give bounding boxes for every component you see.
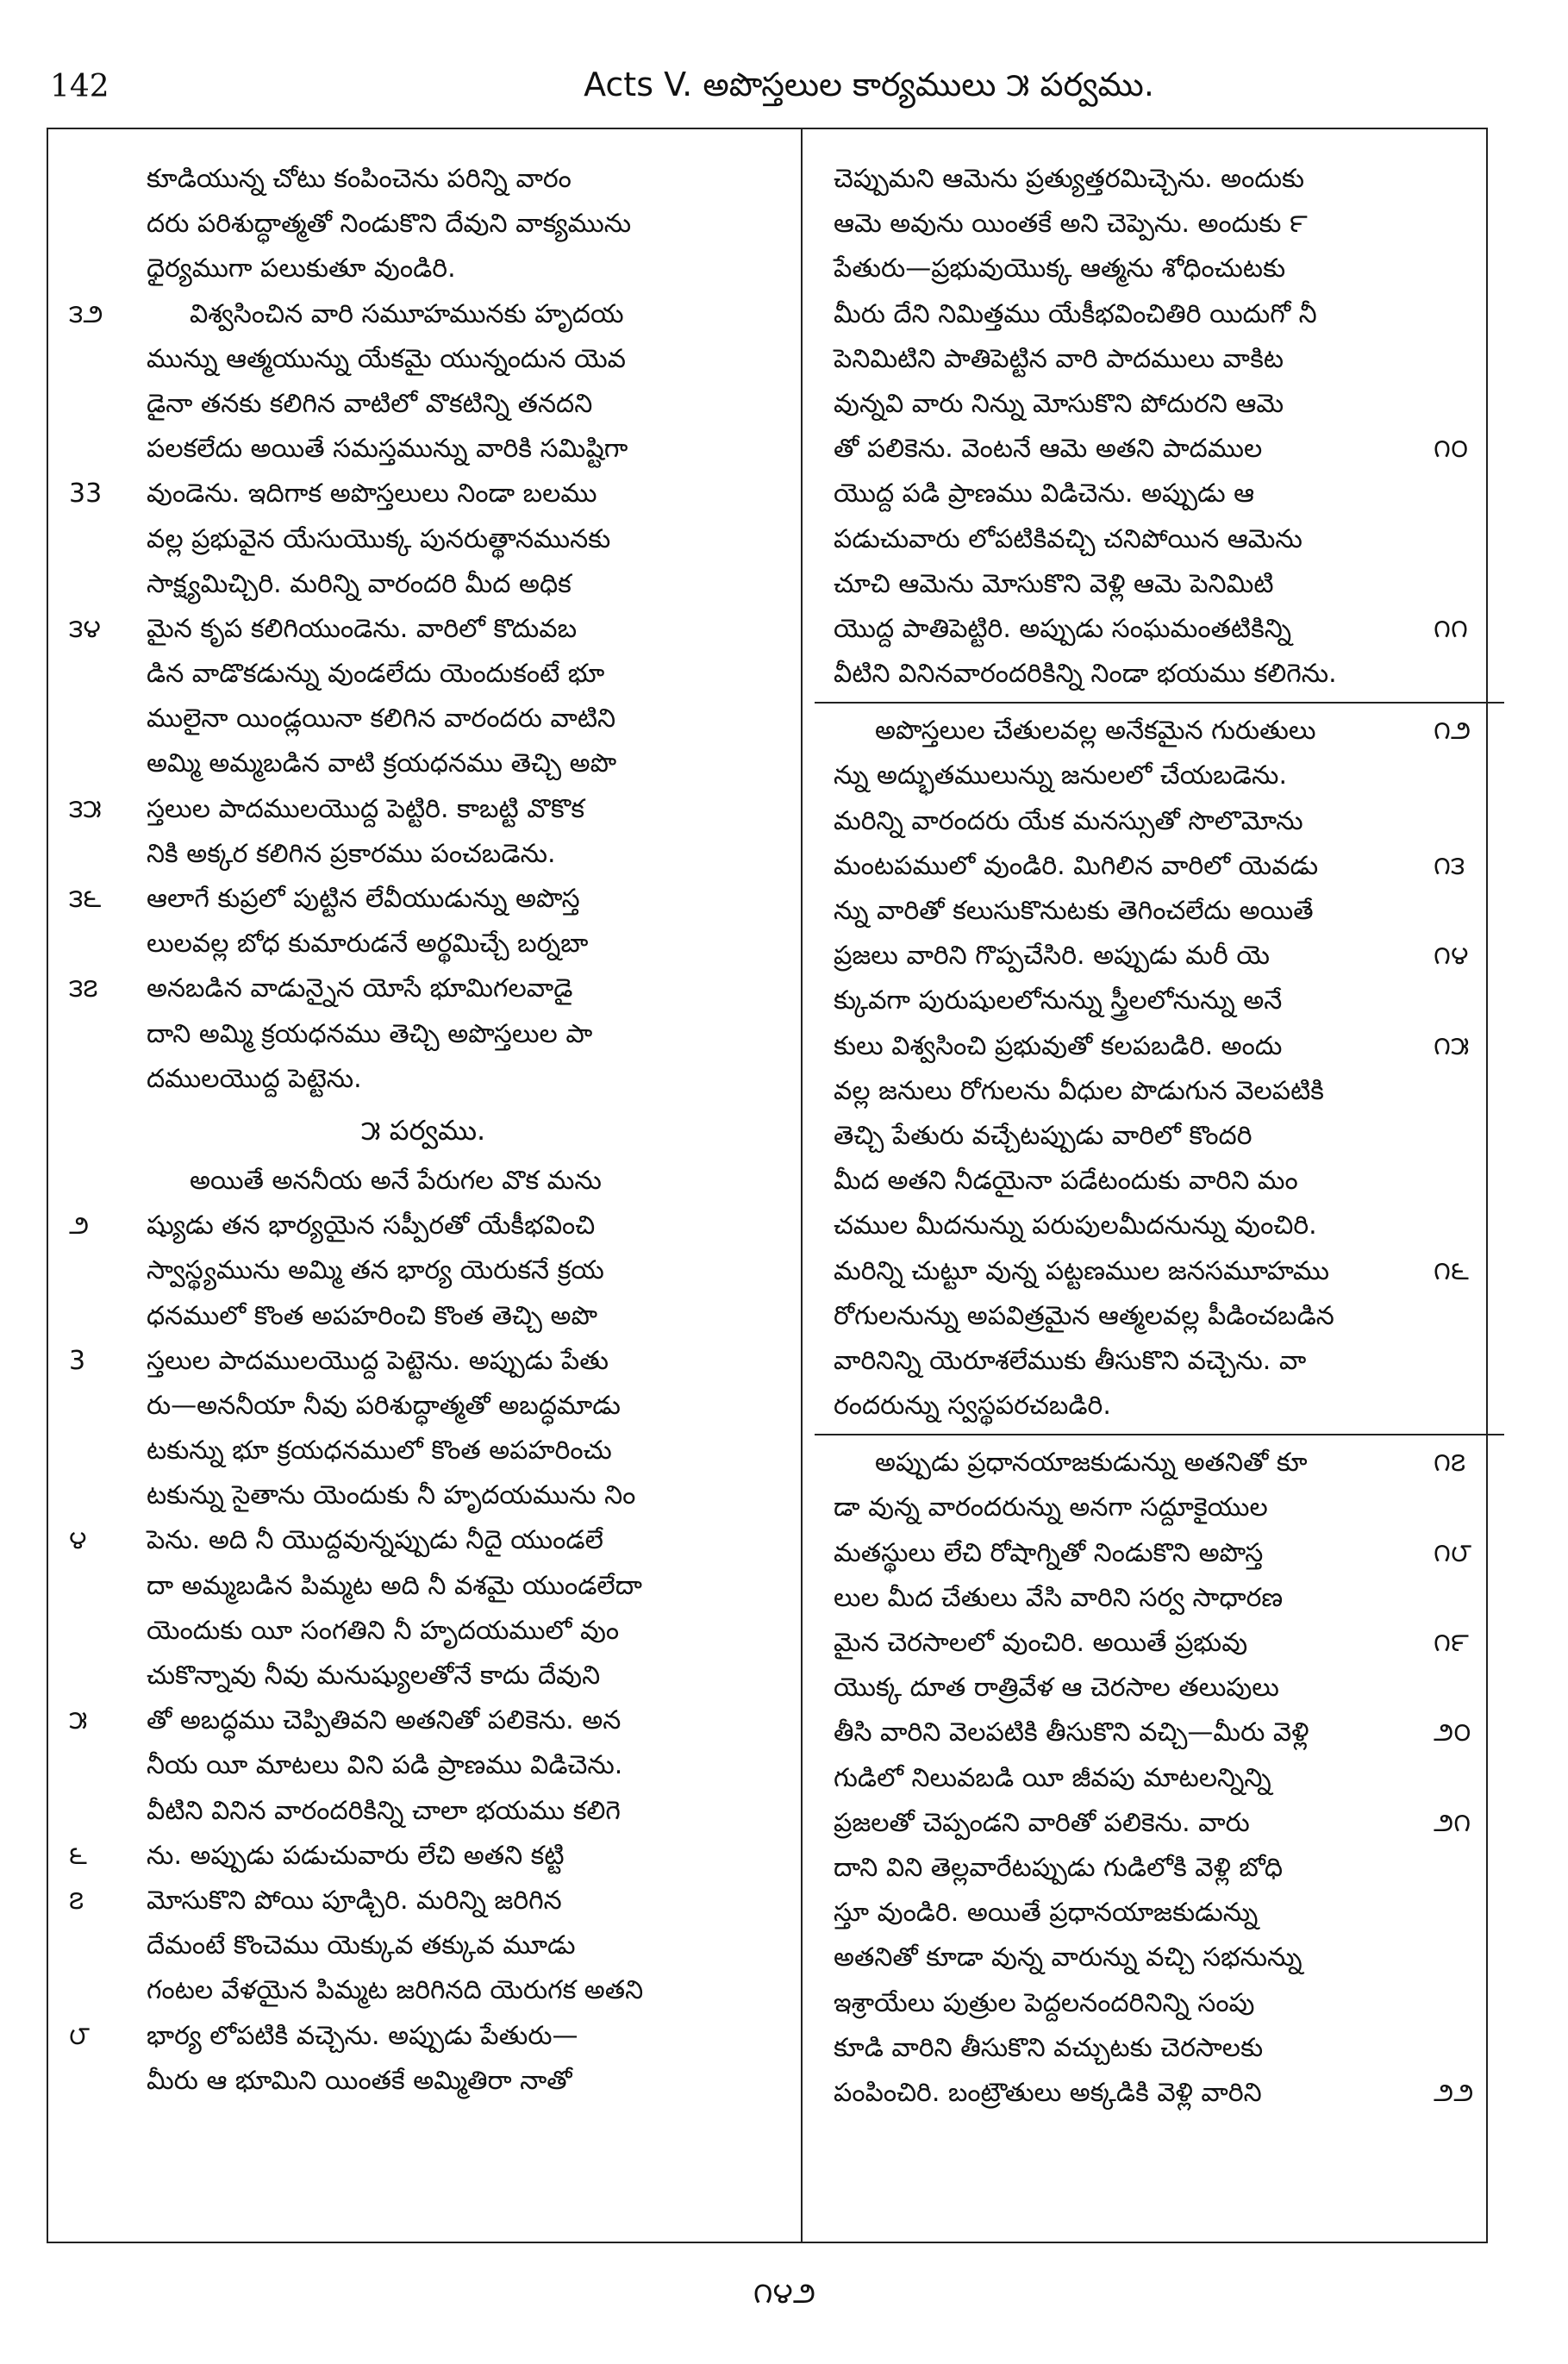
text-line (60, 472, 786, 516)
text-line (815, 979, 1504, 1023)
verse-number: ౧౭ (1434, 1448, 1466, 1479)
text-line (60, 741, 786, 786)
left-column (60, 157, 786, 2104)
line-text: వీటిని వినిన వారందరికిన్ని చాలా భయము కలిగె (147, 1795, 621, 1826)
line-text: రందరున్ను స్వస్థపరచబడిరి. (834, 1391, 1111, 1422)
line-text: న్ను అద్భుతములున్ను జనులలో చేయబడెను. (834, 760, 1287, 791)
line-text: టకున్ను భూ క్రయధనములో కొంత అపహరించు (147, 1435, 612, 1467)
verse-number: ౮ (69, 2020, 91, 2051)
line-text: దాని విని తెల్లవారేటప్పుడు గుడిలోకి వెళ్లి బోధి (834, 1852, 1284, 1883)
verse-number: ౩౭ (69, 973, 98, 1004)
line-text: పెను. అది నీ యొద్దవున్నప్పుడు నీదై యుండలే (147, 1525, 603, 1556)
line-text: దా అమ్మబడిన పిమ్మట అది నీ వశమై యుండలేదా (147, 1570, 642, 1601)
text-line (815, 889, 1504, 934)
signature-mark: ౧౪౨ (753, 2276, 816, 2311)
text-line (60, 607, 786, 652)
text-line (815, 382, 1504, 427)
line-text: వల్ల ప్రభువైన యేసుయొక్క పునరుత్థానమునకు (147, 523, 611, 554)
column-divider (801, 128, 803, 2243)
text-line (815, 1621, 1504, 1666)
line-text: వల్ల జనులు రోగులను వీధుల పొడుగున వెలపటికి (834, 1075, 1324, 1106)
verse-number: ౨ (69, 1210, 90, 1241)
text-line (60, 1518, 786, 1563)
line-text: దరు పరిశుద్ధాత్మతో నిండుకొని దేవుని వాక్యమును (147, 209, 632, 240)
line-text: విశ్వసించిన వారి సమూహమునకు హృదయ (190, 298, 624, 329)
text-line (815, 1801, 1504, 1846)
text-line (815, 562, 1504, 607)
line-text: టకున్ను సైతాను యెందుకు నీ హృదయమును నిం (147, 1480, 636, 1511)
text-line (60, 1879, 786, 1923)
text-line (60, 966, 786, 1011)
line-text: అమ్మి అమ్మబడిన వాటి క్రయధనము తెచ్చి అపొ (147, 748, 617, 779)
text-line (815, 472, 1504, 516)
line-text: మీరు ఆ భూమిని యింతకే అమ్మితిరా నాతో (147, 2065, 572, 2096)
text-line (815, 607, 1504, 652)
text-line (60, 2059, 786, 2104)
line-text: ను. అప్పుడు పడుచువారు లేచి అతని కట్టి (147, 1840, 565, 1871)
line-text: వారినిన్ని యెరూశలేముకు తీసుకొని వచ్చెను. వా (834, 1345, 1307, 1376)
text-line (60, 517, 786, 562)
line-text: అయితే అననీయ అనే పేరుగల వొక మను (190, 1165, 602, 1196)
text-line (815, 427, 1504, 472)
text-line (60, 1057, 786, 1102)
line-text: మంటపములో వుండిరి. మిగిలిన వారిలో యెవడు (834, 850, 1319, 881)
text-line (815, 1531, 1504, 1576)
line-text: ములైనా యిండ్లయినా కలిగిన వారందరు వాటిని (147, 704, 616, 735)
right-column (815, 157, 1504, 2116)
text-line (815, 1294, 1504, 1339)
text-line (815, 1069, 1504, 1114)
text-line (60, 1698, 786, 1743)
line-text: రోగులనున్ను అపవిత్రమైన ఆత్మలవల్ల పీడించబడిన (834, 1300, 1334, 1331)
line-text: తీసి వారిని వెలపటికి తీసుకొని వచ్చి—మీరు వెళ్లి (834, 1717, 1309, 1748)
verse-number: ౧౦ (1434, 434, 1469, 465)
text-line (60, 1743, 786, 1788)
line-text: మీద అతని నీడయైనా పడేటందుకు వారిని మం (834, 1166, 1298, 1197)
line-text: తెచ్చి పేతురు వచ్చేటప్పుడు వారిలో కొందరి (834, 1120, 1253, 1151)
text-line (815, 202, 1504, 247)
line-text: తో పలికెను. వెంటనే ఆమె అతని పాదముల (834, 434, 1263, 465)
text-line (815, 157, 1504, 202)
text-line (815, 1666, 1504, 1710)
line-text: చుకొన్నావు నీవు మనుష్యులతోనే కాదు దేవుని (147, 1660, 601, 1691)
line-text: గంటల వేళయైన పిమ్మట జరిగినది యెరుగక అతని (147, 1975, 644, 2006)
text-line (815, 292, 1504, 337)
line-text: ప్రజలతో చెప్పండని వారితో పలికెను. వారు (834, 1807, 1250, 1838)
line-text: ఆమె అవును యింతకే అని చెప్పెను. అందుకు ౯ (834, 209, 1308, 240)
line-text: మోసుకొని పోయి పూడ్చిరి. మరిన్ని జరిగిన (147, 1885, 562, 1916)
text-line (60, 1834, 786, 1879)
text-line (60, 1654, 786, 1698)
text-line (60, 337, 786, 382)
line-text: స్తలుల పాదములయొద్ద పెట్టెను. అప్పుడు పేతు (147, 1345, 609, 1376)
text-line (60, 1159, 786, 1204)
line-text: పలకలేదు అయితే సమస్తమున్ను వారికి సమిష్టిగా (147, 434, 628, 465)
line-text: కూడియున్న చోటు కంపించెను పరిన్ని వారం (147, 164, 572, 194)
page-header (50, 62, 1481, 114)
text-line (60, 562, 786, 607)
text-line (815, 1710, 1504, 1755)
text-line (815, 1159, 1504, 1204)
line-text: కూడి వారిని తీసుకొని వచ్చుటకు చెరసాలకు (834, 2032, 1264, 2063)
text-line (815, 337, 1504, 382)
verse-number: ౨౨ (1434, 2077, 1474, 2108)
line-text: లుల మీద చేతులు వేసి వారిని సర్వ సాధారణ (834, 1582, 1284, 1613)
line-text: పడుచువారు లోపటికివచ్చి చనిపోయిన ఆమెను (834, 523, 1303, 554)
verse-number: ౧౬ (1434, 1255, 1469, 1286)
line-text: అనబడిన వాడున్నైన యోసే భూమిగలవాడై (147, 973, 573, 1004)
text-line (815, 934, 1504, 979)
text-line (60, 1564, 786, 1609)
text-line (60, 787, 786, 832)
line-text: వుండెను. ఇదిగాక అపొస్తలులు నిండా బలము (147, 478, 597, 510)
text-line (815, 517, 1504, 562)
line-text: పేతురు—ప్రభువుయొక్క ఆత్మను శోధించుటకు (834, 253, 1286, 285)
verse-number: ౪ (69, 1525, 87, 1556)
text-line (815, 1576, 1504, 1621)
verse-number: ౩౫ (69, 793, 102, 824)
verse-number: ౩౪ (69, 613, 101, 644)
paragraph-rule (815, 1429, 1504, 1441)
text-line (60, 202, 786, 247)
text-line (60, 2014, 786, 2059)
text-line (815, 1981, 1504, 2026)
line-text: నికి అక్కర కలిగిన ప్రకారము పంచబడెను. (147, 838, 556, 869)
line-text: యొద్ద పాతిపెట్టిరి. అప్పుడు సంఘమంతటికిన్ని (834, 613, 1292, 644)
text-line (815, 1936, 1504, 1980)
line-text: ఇశ్రాయేలు పుత్రుల పెద్దలనందరినిన్ని సంపు (834, 1987, 1255, 2018)
line-text: డైనా తనకు కలిగిన వాటిలో వొకటిన్ని తనదని (147, 388, 593, 419)
line-text: కులు విశ్వసించి ప్రభువుతో కలపబడిరి. అందు (834, 1030, 1283, 1061)
text-line (60, 1609, 786, 1654)
verse-number: ౧౧ (1434, 613, 1468, 644)
text-line (60, 877, 786, 922)
verse-number: ౩౬ (69, 884, 102, 914)
line-text: దేమంటే కొంచెము యెక్కువ తక్కువ మూడు (147, 1930, 576, 1961)
text-line (815, 844, 1504, 889)
text-line (815, 1339, 1504, 1384)
verse-number: ౧౫ (1434, 1030, 1470, 1061)
verse-number: ౫ (69, 1705, 88, 1736)
text-line (60, 832, 786, 877)
text-line (60, 1923, 786, 1968)
line-text: అప్పుడు ప్రధానయాజకుడున్ను అతనితో కూ (875, 1448, 1308, 1479)
line-text: న్ను వారితో కలుసుకొనుటకు తెగించలేదు అయితే (834, 896, 1314, 926)
page-number: 142 (50, 69, 109, 104)
text-line (60, 1429, 786, 1473)
text-line (60, 427, 786, 472)
verse-number: ౧౩ (1434, 850, 1465, 881)
line-text: యొక్క దూత రాత్రివేళ ఆ చెరసాల తలుపులు (834, 1673, 1279, 1704)
line-text: మరిన్ని వారందరు యేక మనస్సుతో సొలొమోను (834, 805, 1303, 836)
line-text: చూచి ఆమెను మోసుకొని వెళ్లి ఆమె పెనిమిటి (834, 568, 1274, 599)
line-text: ధనములో కొంత అపహరించి కొంత తెచ్చి అపొ (147, 1300, 598, 1331)
line-text: చముల మీదనున్ను పరుపులమీదనున్ను వుంచిరి. (834, 1210, 1317, 1241)
verse-number: ౧౮ (1434, 1537, 1472, 1568)
line-text: గుడిలో నిలువబడి యీ జీవపు మాటలన్నిన్ని (834, 1762, 1271, 1793)
line-text: దాని అమ్మి క్రయధనము తెచ్చి అపొస్తలుల పా (147, 1018, 593, 1049)
line-text: వున్నవి వారు నిన్ను మోసుకొని పోదురని ఆమె (834, 388, 1284, 419)
page (34, 26, 1500, 2345)
line-text: క్కువగా పురుషులలోనున్ను స్త్రీలలోనున్ను అనే (834, 985, 1283, 1016)
line-text: తో అబద్ధము చెప్పితివని అతనితో పలికెను. అన (147, 1705, 622, 1736)
text-line (60, 292, 786, 337)
line-text: మరిన్ని చుట్టూ వున్న పట్టణముల జనసమూహము (834, 1255, 1329, 1286)
line-text: ష్యుడు తన భార్యయైన సప్పీరతో యేకీభవించి (147, 1210, 596, 1241)
line-text: రు—అననీయా నీవు పరిశుద్ధాత్మతో అబద్ధమాడు (147, 1390, 621, 1421)
text-line (815, 2071, 1504, 2116)
verse-number: ౭ (69, 1885, 84, 1916)
line-text: వీటిని వినినవారందరికిన్ని నిండా భయము కలిగెను. (834, 659, 1337, 690)
line-text: లులవల్ల బోధ కుమారుడనే అర్థమిచ్చే బర్నబా (147, 929, 589, 960)
line-text: భార్య లోపటికి వచ్చెను. అప్పుడు పేతురు— (147, 2020, 578, 2051)
text-line (815, 1441, 1504, 1485)
line-text: పంపించిరి. బంట్రౌతులు అక్కడికి వెళ్లి వారిని (834, 2077, 1262, 2108)
text-line (60, 1294, 786, 1339)
text-line (60, 1384, 786, 1429)
text-line (60, 157, 786, 202)
verse-number: ౧౯ (1434, 1628, 1469, 1658)
line-text: మీరు దేని నిమిత్తము యేకీభవించితిరి యిదుగో నీ (834, 298, 1317, 329)
running-title: Acts V. అపొస్తలుల కార్యములు ౫ పర్వము. (584, 66, 1154, 103)
line-text: ప్రజలు వారిని గొప్పచేసిరి. అప్పుడు మరీ యె (834, 941, 1270, 972)
text-line (815, 709, 1504, 754)
text-line (815, 1024, 1504, 1069)
text-line (815, 754, 1504, 798)
line-text: అతనితో కూడా వున్న వారున్ను వచ్చి సభనున్ను (834, 1942, 1303, 1973)
text-line (815, 247, 1504, 291)
text-line (60, 922, 786, 966)
line-text: ఆలాగే కుప్రలో పుట్టిన లేవీయుడున్ను అపొస్త (147, 884, 580, 914)
line-text: డిన వాడొకడున్ను వుండలేదు యెందుకంటే భూ (147, 659, 605, 690)
text-line (815, 1249, 1504, 1294)
text-line (60, 382, 786, 427)
line-text: స్తూ వుండిరి. అయితే ప్రధానయాజకుడున్ను (834, 1898, 1259, 1929)
text-line (815, 2026, 1504, 2071)
line-text: మతస్థులు లేచి రోషాగ్నితో నిండుకొని అపొస్త (834, 1537, 1264, 1568)
text-line (60, 652, 786, 697)
line-text: స్తలుల పాదములయొద్ద పెట్టిరి. కాబట్టి వొకొక (147, 793, 585, 824)
text-line (60, 1473, 786, 1518)
verse-number: ౧౪ (1434, 941, 1469, 972)
text-line (60, 1012, 786, 1057)
text-line (60, 1968, 786, 2013)
text-line (815, 1384, 1504, 1429)
line-text: మైన కృప కలిగియుండెను. వారిలో కొదువబ (147, 613, 578, 644)
verse-number: ౧౨ (1434, 716, 1471, 747)
line-text: ధైర్యముగా పలుకుతూ వుండిరి. (147, 253, 456, 285)
text-line (815, 1891, 1504, 1936)
paragraph-rule (815, 697, 1504, 709)
line-text: మైన చెరసాలలో వుంచిరి. అయితే ప్రభువు (834, 1628, 1248, 1658)
line-text: దములయొద్ద పెట్టెను. (147, 1063, 362, 1094)
verse-number: ౬ (69, 1840, 87, 1871)
text-line (60, 1248, 786, 1293)
line-text: పెనిమిటిని పాతిపెట్టిన వారి పాదములు వాకిట (834, 343, 1284, 374)
text-line (815, 1114, 1504, 1159)
line-text: నీయ యీ మాటలు విని పడి ప్రాణము విడిచెను. (147, 1750, 623, 1781)
line-text: స్వాస్థ్యమును అమ్మి తన భార్య యెరుకనే క్రయ (147, 1255, 604, 1286)
text-line (60, 1789, 786, 1834)
line-text: యొద్ద పడి ప్రాణము విడిచెను. అప్పుడు ఆ (834, 478, 1255, 510)
verse-number: 33 (69, 478, 103, 510)
line-text: యెందుకు యీ సంగతిని నీ హృదయములో వుం (147, 1615, 620, 1646)
text-line (815, 799, 1504, 844)
verse-number: 3 (69, 1345, 86, 1376)
verse-number: ౨౧ (1434, 1807, 1471, 1838)
text-line (60, 247, 786, 291)
verse-number: ౨౦ (1434, 1717, 1471, 1748)
text-line (60, 1339, 786, 1384)
text-line (815, 1846, 1504, 1891)
text-line (815, 1485, 1504, 1530)
chapter-heading: ౫ పర్వము. (360, 1113, 486, 1147)
line-text: అపొస్తలుల చేతులవల్ల అనేకమైన గురుతులు (875, 716, 1316, 747)
text-line (60, 1204, 786, 1248)
verse-number: ౩౨ (69, 298, 103, 329)
text-line (60, 697, 786, 741)
line-text: మున్ను ఆత్మయున్ను యేకమై యున్నందున యెవ (147, 343, 626, 374)
line-text: చెప్పుమని ఆమెను ప్రత్యుత్తరమిచ్చెను. అందుకు (834, 164, 1304, 194)
text-line (815, 1204, 1504, 1248)
text-line (815, 1756, 1504, 1801)
line-text: డా వున్న వారందరున్ను అనగా సద్దూకైయుల (834, 1492, 1268, 1523)
text-line (815, 652, 1504, 697)
line-text: సాక్ష్యమిచ్చిరి. మరిన్ని వారందరి మీద అధిక (147, 568, 572, 599)
